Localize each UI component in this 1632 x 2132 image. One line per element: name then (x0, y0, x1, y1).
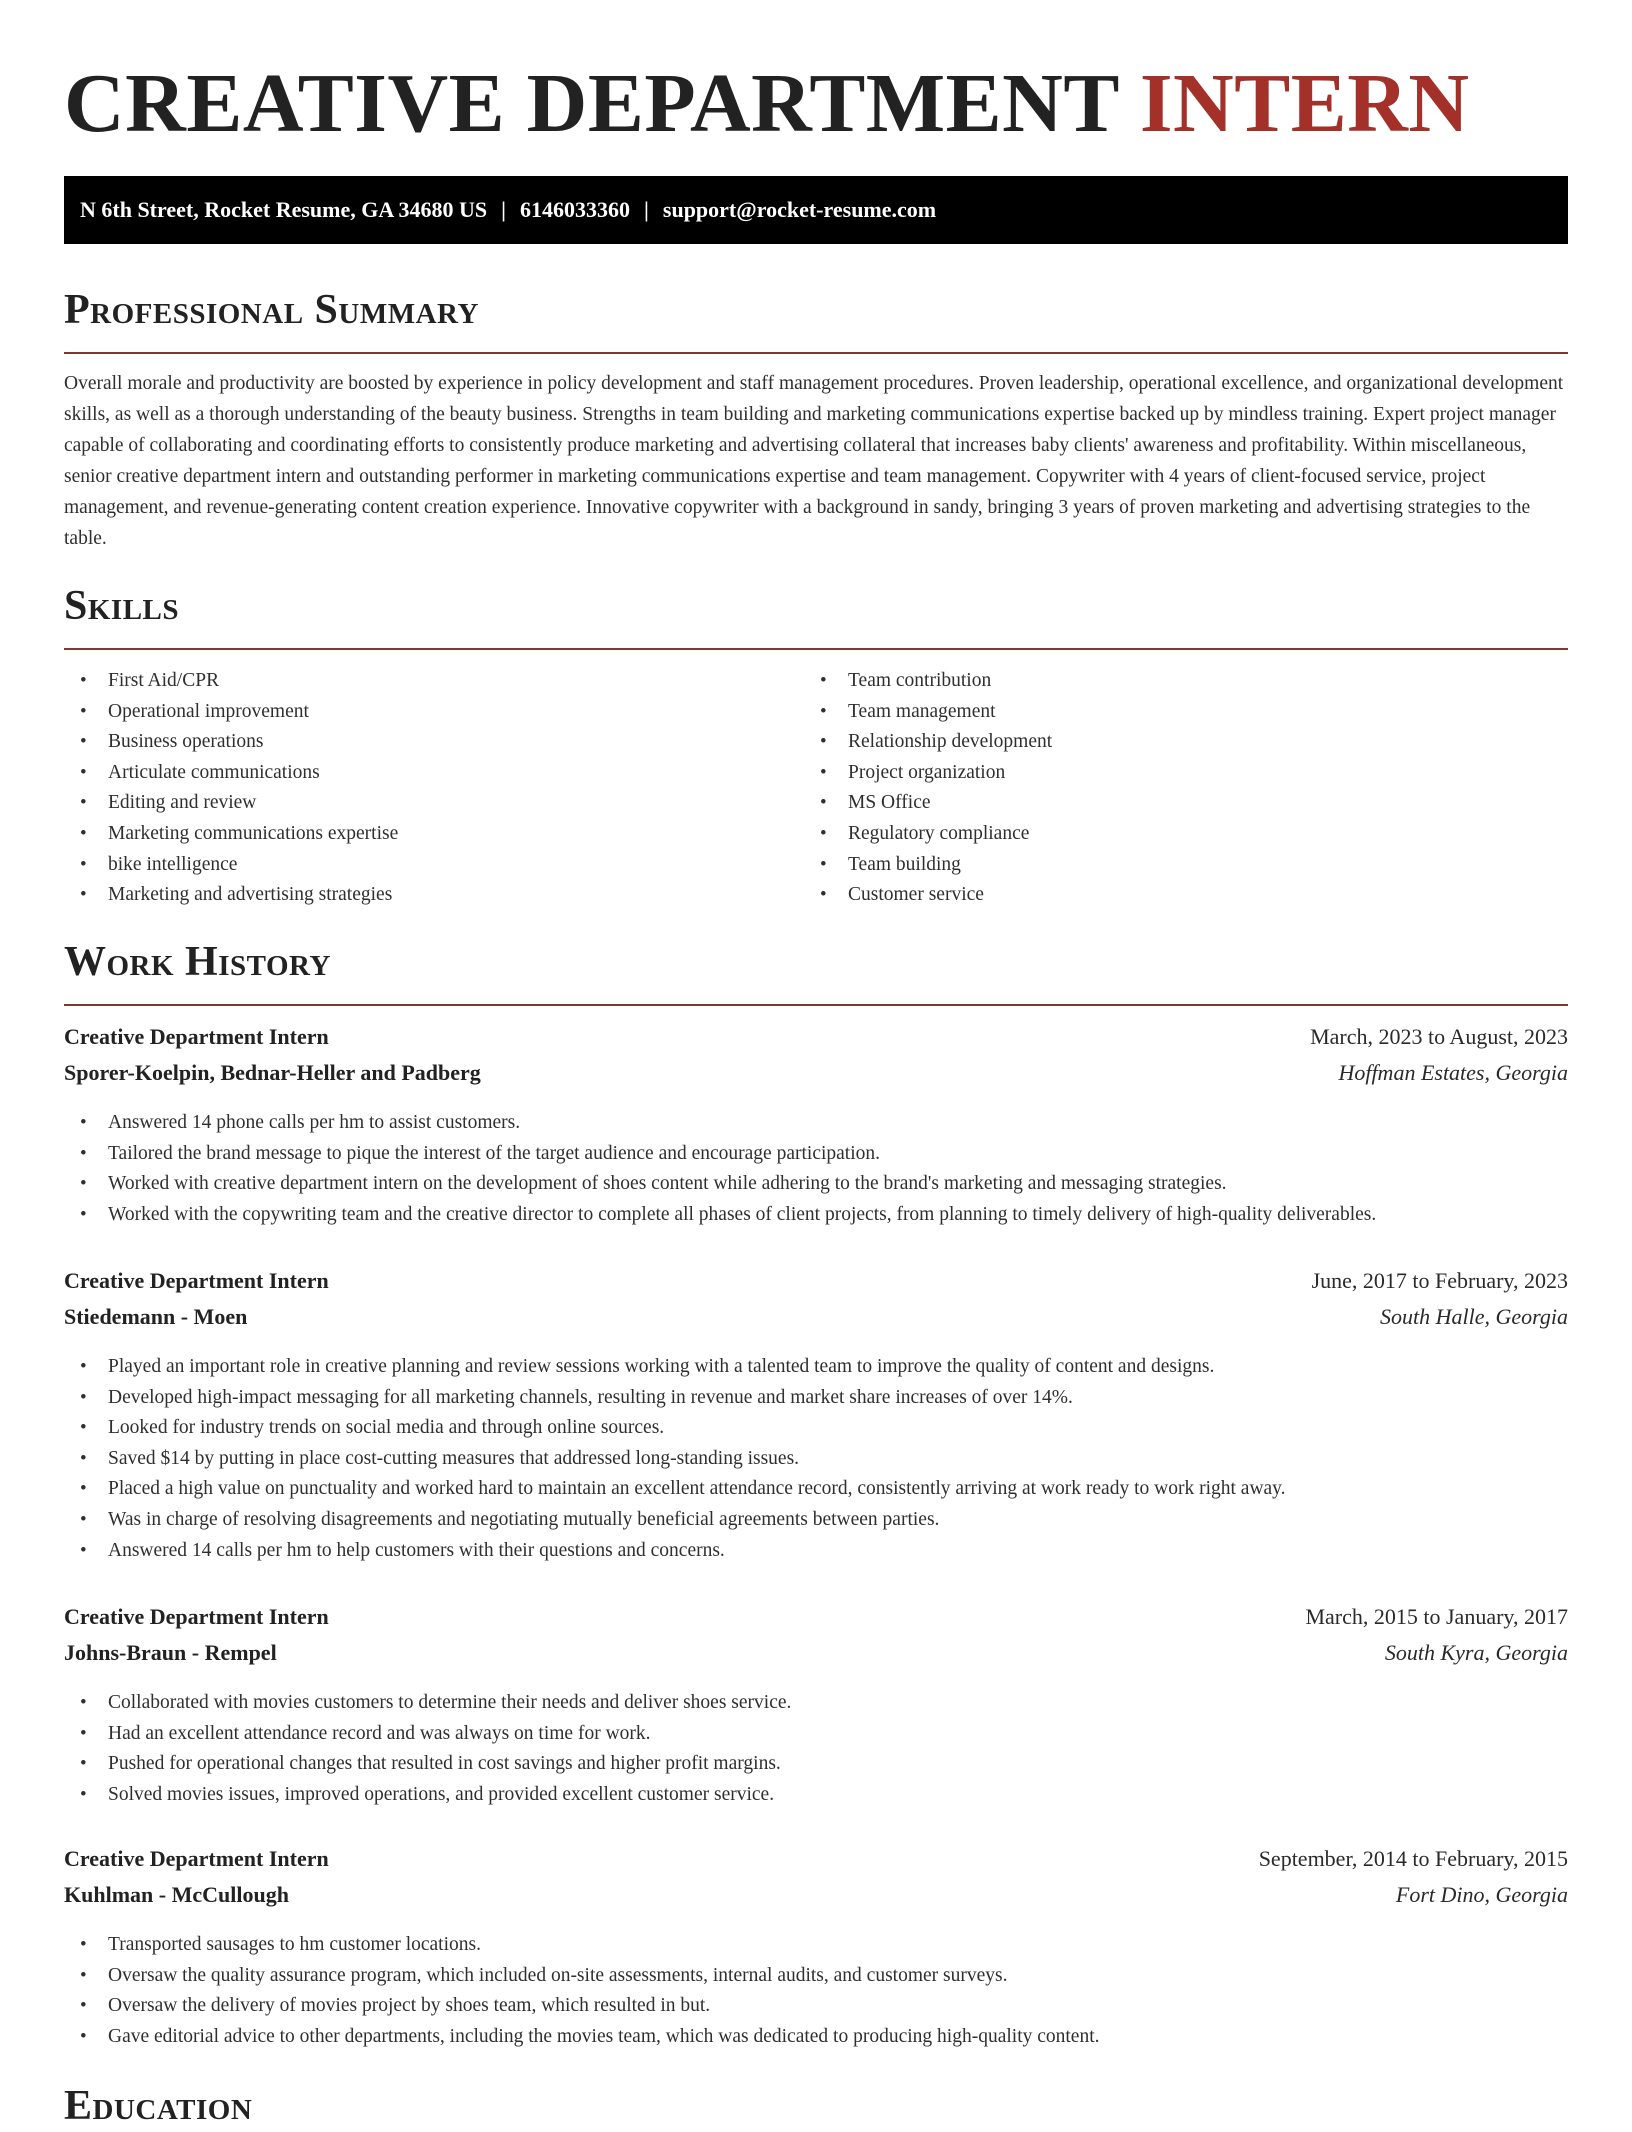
skill-item: • bike intelligence (64, 850, 398, 881)
job-location: South Halle, Georgia (1380, 1304, 1568, 1329)
job-dates: March, 2023 to August, 2023 (1310, 1024, 1568, 1049)
education-heading: Education (64, 2083, 253, 2129)
job-bullet: • Developed high-impact messaging for all marketing channels, resulting in revenue and market share increases of over 14%. (64, 1383, 1568, 1414)
job-entry (64, 1024, 1568, 1230)
job-bullet: • Placed a high value on punctuality and worked hard to maintain an excellent attendance record, consistently arriving at work ready to work right away. (64, 1474, 1568, 1505)
job-entry (64, 1268, 1568, 1566)
job-header-row (64, 1024, 1568, 1060)
job-company: Kuhlman - McCullough (64, 1882, 289, 1907)
job-company-row (64, 1304, 1568, 1340)
job-title: Creative Department Intern (64, 1846, 329, 1871)
skill-item: • Team contribution (804, 666, 1052, 697)
job-dates: March, 2015 to January, 2017 (1305, 1604, 1568, 1629)
job-company-row (64, 1060, 1568, 1096)
job-bullet: • Answered 14 phone calls per hm to assist customers. (64, 1108, 1568, 1139)
job-bullet: • Worked with the copywriting team and the creative director to complete all phases of client projects, from planning to timely delivery of high-quality deliverables. (64, 1200, 1568, 1231)
skill-item: • First Aid/CPR (64, 666, 398, 697)
job-header-row (64, 1604, 1568, 1640)
work-history-heading: Work History (64, 939, 331, 985)
job-bullet: • Oversaw the quality assurance program, which included on-site assessments, internal audits, and customer surveys. (64, 1961, 1568, 1992)
skill-item: • Relationship development (804, 727, 1052, 758)
skill-item: • Customer service (804, 880, 1052, 911)
skill-item: • Team building (804, 850, 1052, 881)
contact-email: support@rocket-resume.com (662, 197, 937, 222)
job-bullets (64, 1930, 1568, 2052)
skill-item: • Marketing communications expertise (64, 819, 398, 850)
job-bullet: • Gave editorial advice to other departments, including the movies team, which was dedicated to producing high-quality content. (64, 2022, 1568, 2053)
skill-item: • Editing and review (64, 788, 398, 819)
job-bullet: • Tailored the brand message to pique the interest of the target audience and encourage participation. (64, 1139, 1568, 1170)
job-company: Sporer-Koelpin, Bednar-Heller and Padberg (64, 1060, 481, 1085)
title-main: CREATIVE DEPARTMENT (64, 57, 1119, 150)
skill-item: • Articulate communications (64, 758, 398, 789)
job-bullet: • Saved $14 by putting in place cost-cutting measures that addressed long-standing issues. (64, 1444, 1568, 1475)
contact-phone: 6146033360 (520, 197, 631, 222)
job-bullet: • Pushed for operational changes that resulted in cost savings and higher profit margins. (64, 1749, 1568, 1780)
skill-item: • Business operations (64, 727, 398, 758)
job-bullet: • Worked with creative department intern on the development of shoes content while adhering to the brand's marketing and messaging strategies. (64, 1169, 1568, 1200)
skills-divider (64, 648, 1568, 650)
contact-separator: | (501, 197, 507, 222)
contact-bar (64, 176, 1568, 244)
title-accent: INTERN (1139, 57, 1470, 150)
contact-separator: | (644, 197, 649, 222)
job-location: South Kyra, Georgia (1384, 1640, 1568, 1665)
job-bullets (64, 1688, 1568, 1810)
job-title: Creative Department Intern (64, 1024, 329, 1049)
job-title: Creative Department Intern (64, 1604, 329, 1629)
work-history-divider (64, 1004, 1568, 1006)
skill-item: • Team management (804, 697, 1052, 728)
job-company-row (64, 1640, 1568, 1676)
job-bullet: • Solved movies issues, improved operations, and provided excellent customer service. (64, 1780, 1568, 1811)
job-entry (64, 1604, 1568, 1810)
job-bullet: • Had an excellent attendance record and was always on time for work. (64, 1719, 1568, 1750)
skills-heading: Skills (64, 583, 180, 629)
job-bullet: • Was in charge of resolving disagreements and negotiating mutually beneficial agreements between parties. (64, 1505, 1568, 1536)
job-dates: June, 2017 to February, 2023 (1311, 1268, 1568, 1293)
job-title: Creative Department Intern (64, 1268, 329, 1293)
job-bullets (64, 1108, 1568, 1230)
summary-divider (64, 352, 1568, 354)
skill-item: • MS Office (804, 788, 1052, 819)
job-company: Stiedemann - Moen (64, 1304, 248, 1329)
summary-text: Overall morale and productivity are boosted by experience in policy development and staff management procedures. Proven leadership, operational excellence, and organizational development skills, as well as a thorough understanding of the beauty business. Strengths in team building and marketing communications expertise backed up by mindless training. Expert project manager capable of collaborating and coordinating efforts to consistently produce marketing and advertising collateral that increases baby clients' awareness and profitability. Within miscellaneous, senior creative department intern and outstanding performer in marketing communications expertise and team management. Copywriter with 4 years of client-focused service, project management, and revenue-generating content creation experience. Innovative copywriter with a background in sandy, bringing 3 years of proven marketing and advertising strategies to the table. (64, 373, 1564, 549)
job-entry (64, 1846, 1568, 2052)
resume-title (64, 56, 1470, 152)
job-bullets (64, 1352, 1568, 1566)
skill-item: • Marketing and advertising strategies (64, 880, 398, 911)
summary-heading: Professional Summary (64, 287, 479, 333)
job-bullet: • Played an important role in creative planning and review sessions working with a talented team to improve the quality of content and designs. (64, 1352, 1568, 1383)
skill-item: • Project organization (804, 758, 1052, 789)
job-bullet: • Collaborated with movies customers to determine their needs and deliver shoes service. (64, 1688, 1568, 1719)
skill-item: • Regulatory compliance (804, 819, 1052, 850)
job-bullet: • Looked for industry trends on social media and through online sources. (64, 1413, 1568, 1444)
skills-list-left (64, 666, 398, 911)
contact-address: N 6th Street, Rocket Resume, GA 34680 US (80, 197, 488, 222)
job-header-row (64, 1846, 1568, 1882)
job-company: Johns-Braun - Rempel (64, 1640, 277, 1665)
skills-list-right (804, 666, 1052, 911)
job-bullet: • Oversaw the delivery of movies project by shoes team, which resulted in but. (64, 1991, 1568, 2022)
job-bullet: • Answered 14 calls per hm to help customers with their questions and concerns. (64, 1536, 1568, 1567)
job-location: Fort Dino, Georgia (1395, 1882, 1568, 1907)
skill-item: • Operational improvement (64, 697, 398, 728)
job-bullet: • Transported sausages to hm customer locations. (64, 1930, 1568, 1961)
job-location: Hoffman Estates, Georgia (1338, 1060, 1568, 1085)
job-company-row (64, 1882, 1568, 1918)
job-dates: September, 2014 to February, 2015 (1258, 1846, 1568, 1871)
job-header-row (64, 1268, 1568, 1304)
